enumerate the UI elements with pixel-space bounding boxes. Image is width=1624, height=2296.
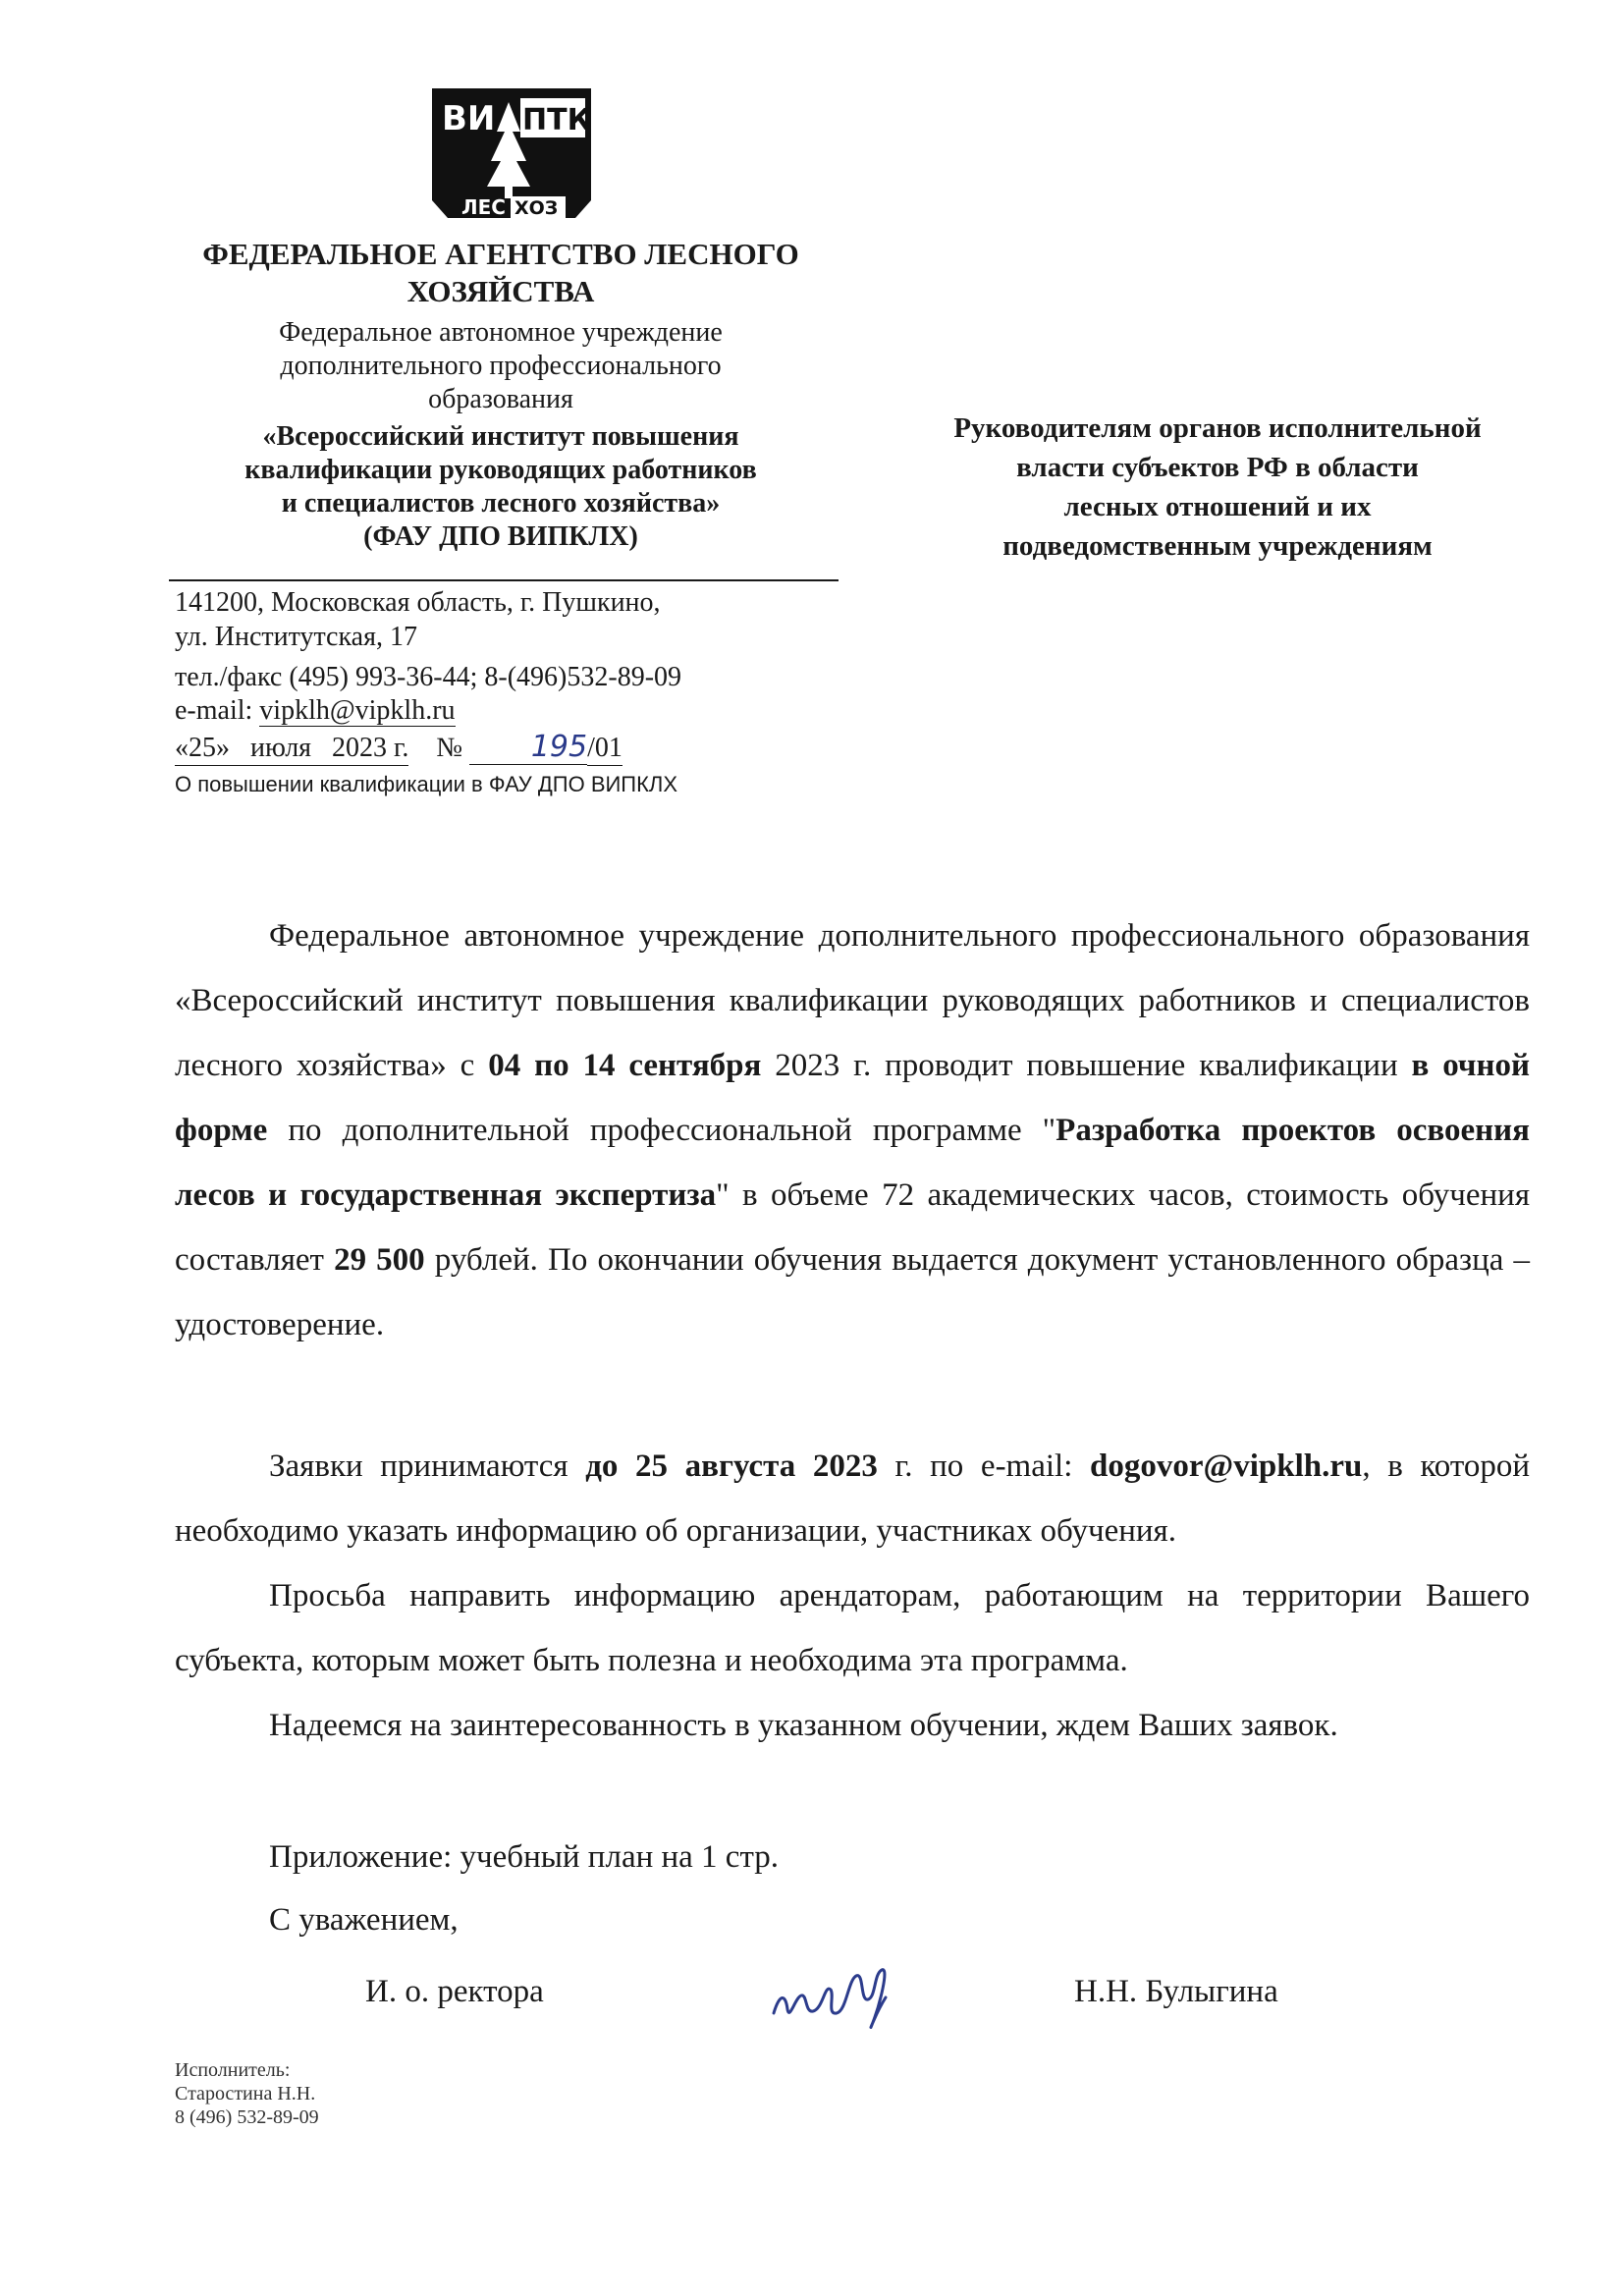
logo-text-ptk: ПТК: [522, 103, 592, 137]
executor-block: Исполнитель: Старостина Н.Н. 8 (496) 532-89-09: [175, 2059, 319, 2128]
body-paragraph-1: Федеральное автономное учреждение дополнительного профессионального образования «Всероссийский институт повышения квалификации руководящих работников и специалистов лесного хозяйства» с 04 по 14 сентября 2023 г. проводит повышение квалификации в очной форме по дополнительной профессиональной программе "Разработка проектов освоения лесов и государственная экспертиза" в объеме 72 академических часов, стоимость обучения составляет 29 500 рублей. По окончании обучения выдается документ установленного образца – удостоверение.: [175, 918, 1531, 1342]
institute-logo: [428, 84, 595, 222]
logo-text-hoz: ХОЗ: [514, 197, 559, 219]
number-label: №: [436, 733, 463, 763]
logo-text-les: ЛЕС: [461, 195, 506, 219]
number-suffix: /01: [587, 732, 623, 766]
signatory-name: Н.Н. Булыгина: [1074, 1974, 1278, 2009]
body-paragraph-3: Просьба направить информацию арендаторам, работающим на территории Вашего субъекта, которым может быть полезна и необходима эта программа.: [175, 1578, 1530, 1678]
institution-name: «Всероссийский институт повышения квалификации руководящих работников и специалистов лесного хозяйства» (ФАУ ДПО ВИПКЛХ): [244, 421, 757, 552]
letter-date: «25» июля 2023 г.: [175, 732, 408, 766]
application-email[interactable]: dogovor@vipklh.ru: [1090, 1449, 1363, 1484]
agency-name: ФЕДЕРАЛЬНОЕ АГЕНТСТВО ЛЕСНОГО ХОЗЯЙСТВА: [202, 237, 799, 308]
address-line-2: ул. Институтская, 17: [175, 622, 417, 652]
signatory-role: И. о. ректора: [365, 1974, 544, 2009]
body-paragraph-2: Заявки принимаются до 25 августа 2023 г. по e-mail: dogovor@vipklh.ru, в которой необходимо указать информацию об организации, участниках обучения.: [175, 1449, 1531, 1549]
recipient-block: Руководителям органов исполнительной власти субъектов РФ в области лесных отношений и их подведомственным учреждениям: [953, 412, 1482, 562]
email-link[interactable]: vipklh@vipklh.ru: [259, 695, 456, 726]
logo-text-vi: ВИ: [442, 99, 496, 138]
header-divider: [169, 579, 839, 581]
body-paragraph-4: Надеемся на заинтересованность в указанном обучении, ждем Ваших заявок.: [269, 1708, 1338, 1743]
institution-type: Федеральное автономное учреждение дополнительного профессионального образования: [279, 317, 723, 414]
handwritten-signature: [766, 1954, 913, 2043]
registration-number: 195: [469, 731, 587, 765]
date-number-line: [175, 731, 623, 766]
letter-subject: О повышении квалификации в ФАУ ДПО ВИПКЛХ: [175, 772, 678, 796]
email-line: e-mail: vipklh@vipklh.ru: [175, 695, 456, 726]
closing-salutation: С уважением,: [269, 1902, 459, 1938]
phone-line: тел./факс (495) 993-36-44; 8-(496)532-89-09: [175, 662, 682, 692]
attachment-note: Приложение: учебный план на 1 стр.: [269, 1839, 780, 1875]
address-line-1: 141200, Московская область, г. Пушкино,: [175, 587, 661, 618]
